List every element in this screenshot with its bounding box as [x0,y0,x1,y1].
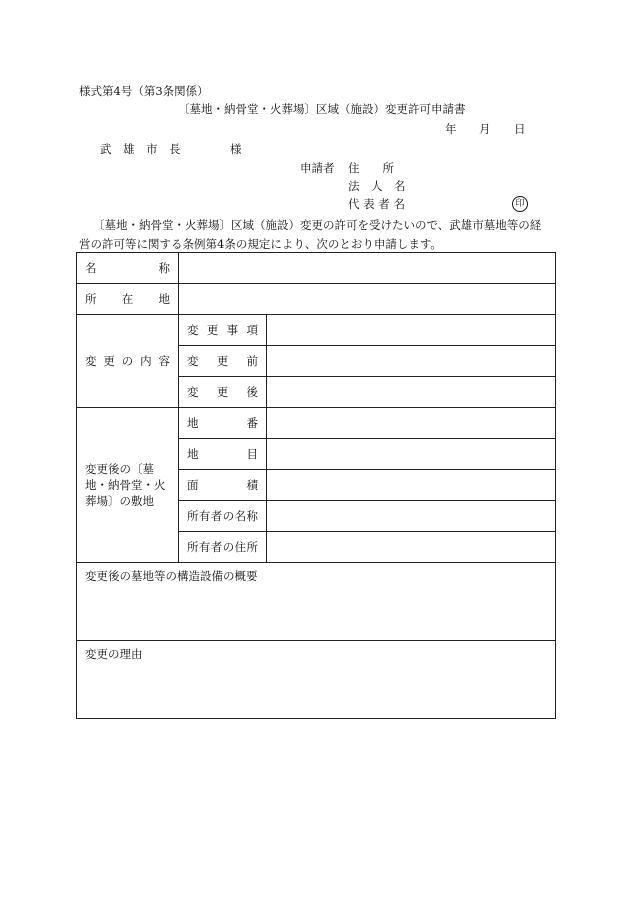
land-category-field[interactable] [267,439,556,470]
applicant-corp-label: 法 人 名 [348,179,406,193]
name-field[interactable] [179,253,556,284]
row-name [77,253,556,284]
reason-label: 変更の理由 [85,647,143,661]
site-label: 変更後の〔墓地・納骨堂・火葬場〕の敷地 [77,408,179,563]
lot-number-field[interactable] [267,408,556,439]
change-content-label: 変 更 の 内 容 [77,315,179,408]
applicant-label: 申請者 [300,161,335,175]
lot-number-label: 地 番 [179,408,267,439]
intro-text [79,216,559,254]
application-form-table [76,252,556,719]
row-structure-summary [77,563,556,641]
structure-summary-field[interactable] [77,563,556,641]
applicant-rep-label: 代 表 者 名 [348,197,405,211]
date-month: 月 [479,122,491,136]
intro-line-2: 営の許可等に関する条例第4条の規定により、次のとおり申請します。 [79,237,442,251]
row-location [77,284,556,315]
owner-name-label: 所有者の名称 [179,501,267,532]
intro-line-1: 〔墓地・納骨堂・火葬場〕区域（施設）変更の許可を受けたいので、武雄市墓地等の経 [93,218,542,232]
owner-address-label: 所有者の住所 [179,532,267,563]
location-label: 所 在 地 [77,284,179,315]
owner-name-field[interactable] [267,501,556,532]
date-day: 日 [514,122,526,136]
change-item-field[interactable] [267,315,556,346]
land-category-label: 地 目 [179,439,267,470]
after-field[interactable] [267,377,556,408]
row-lot-number [77,408,556,439]
change-item-label: 変 更 事 項 [179,315,267,346]
row-change-item [77,315,556,346]
row-reason [77,641,556,719]
location-field[interactable] [179,284,556,315]
reason-field[interactable] [77,641,556,719]
name-label: 名 称 [77,253,179,284]
after-label: 変 更 後 [179,377,267,408]
document-title: 〔墓地・納骨堂・火葬場〕区域（施設）変更許可申請書 [178,102,466,116]
before-label: 変 更 前 [179,346,267,377]
seal-stamp: 印 [512,196,528,212]
addressee-suffix: 様 [230,142,242,156]
before-field[interactable] [267,346,556,377]
applicant-address-label: 住 所 [348,161,394,175]
area-label: 面 積 [179,470,267,501]
structure-summary-label: 変更後の墓地等の構造設備の概要 [85,569,258,583]
date-year: 年 [445,122,457,136]
area-field[interactable] [267,470,556,501]
owner-address-field[interactable] [267,532,556,563]
form-number: 様式第4号（第3条関係） [79,84,209,98]
addressee: 武 雄 市 長 [100,142,181,156]
